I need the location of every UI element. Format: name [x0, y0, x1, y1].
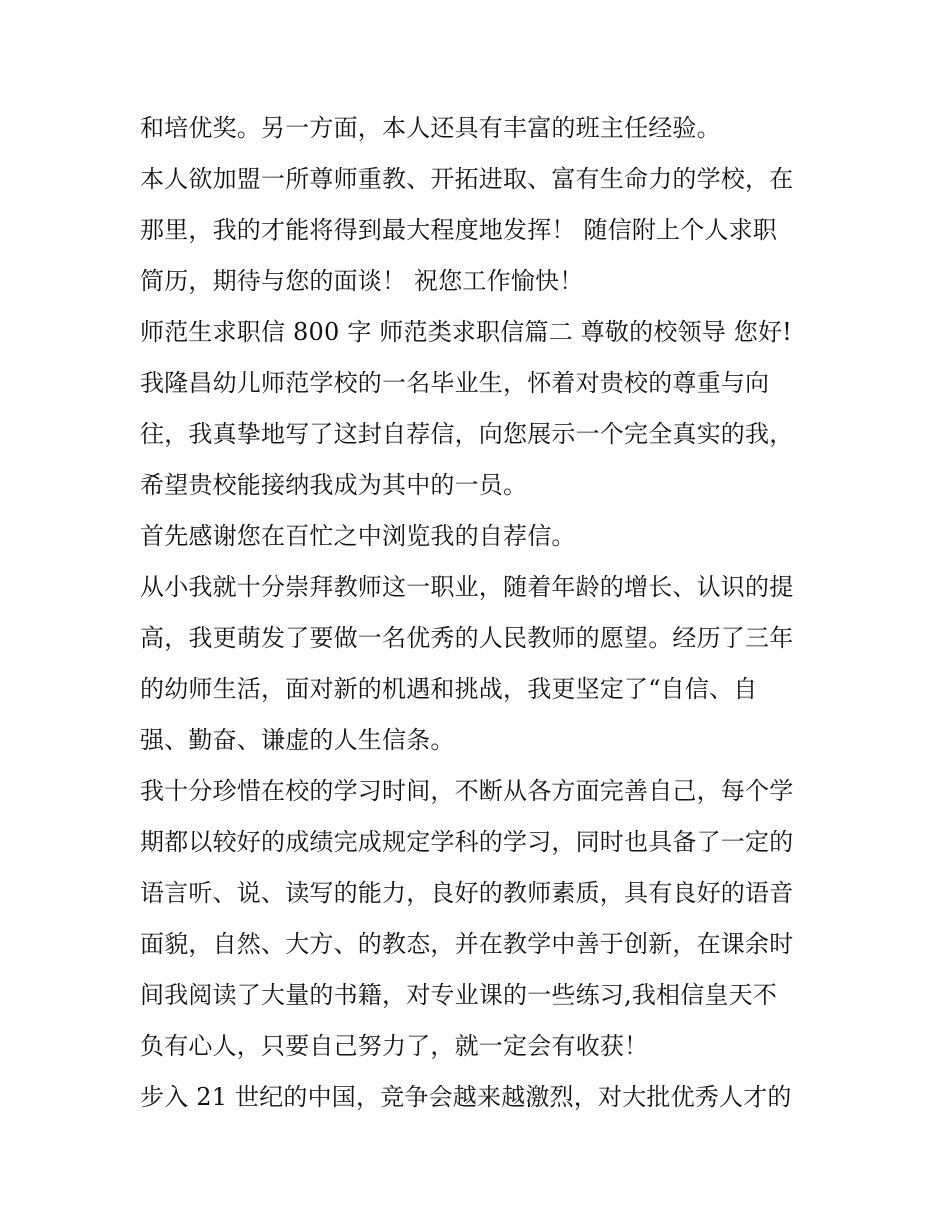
text-line: 间我阅读了大量的书籍，对专业课的一些练习,我相信皇天不 [140, 981, 778, 1009]
text-line: 简历，期待与您的面谈！ 祝您工作愉快！ [140, 267, 584, 295]
text-line: 高，我更萌发了要做一名优秀的人民教师的愿望。经历了三年 [140, 624, 794, 652]
text-line: 期都以较好的成绩完成规定学科的学习，同时也具备了一定的 [140, 828, 794, 856]
text-line: 从小我就十分崇拜教师这一职业，随着年龄的增长、认识的提 [140, 573, 794, 601]
text-line: 语言听、说、读写的能力，良好的教师素质，具有良好的语音 [140, 879, 794, 907]
text-line: 首先感谢您在百忙之中浏览我的自荐信。 [140, 522, 576, 550]
text-line: 往，我真挚地写了这封自荐信，向您展示一个完全真实的我， [140, 420, 794, 448]
text-line: 步入 21 世纪的中国，竞争会越来越激烈，对大批优秀人才的 [140, 1083, 792, 1111]
text-line: 的幼师生活，面对新的机遇和挑战，我更坚定了“自信、自 [140, 675, 758, 703]
text-line: 希望贵校能接纳我成为其中的一员。 [140, 471, 528, 499]
text-line: 强、勤奋、谦虚的人生信条。 [140, 726, 455, 754]
text-line: 我十分珍惜在校的学习时间，不断从各方面完善自己，每个学 [140, 777, 794, 805]
text-line: 负有心人，只要自己努力了，就一定会有收获！ [140, 1032, 649, 1060]
text-line: 本人欲加盟一所尊师重教、开拓进取、富有生命力的学校，在 [140, 165, 794, 193]
section-heading-line: 师范生求职信 800 字 师范类求职信篇二 尊敬的校领导 您好! [140, 318, 792, 346]
text-line: 我隆昌幼儿师范学校的一名毕业生，怀着对贵校的尊重与向 [140, 369, 770, 397]
letter-body [140, 103, 830, 1123]
text-line: 那里，我的才能将得到最大程度地发挥！ 随信附上个人求职 [140, 216, 778, 244]
text-line: 和培优奖。另一方面，本人还具有丰富的班主任经验。 [140, 114, 721, 142]
text-line: 面貌，自然、大方、的教态，并在教学中善于创新，在课余时 [140, 930, 794, 958]
